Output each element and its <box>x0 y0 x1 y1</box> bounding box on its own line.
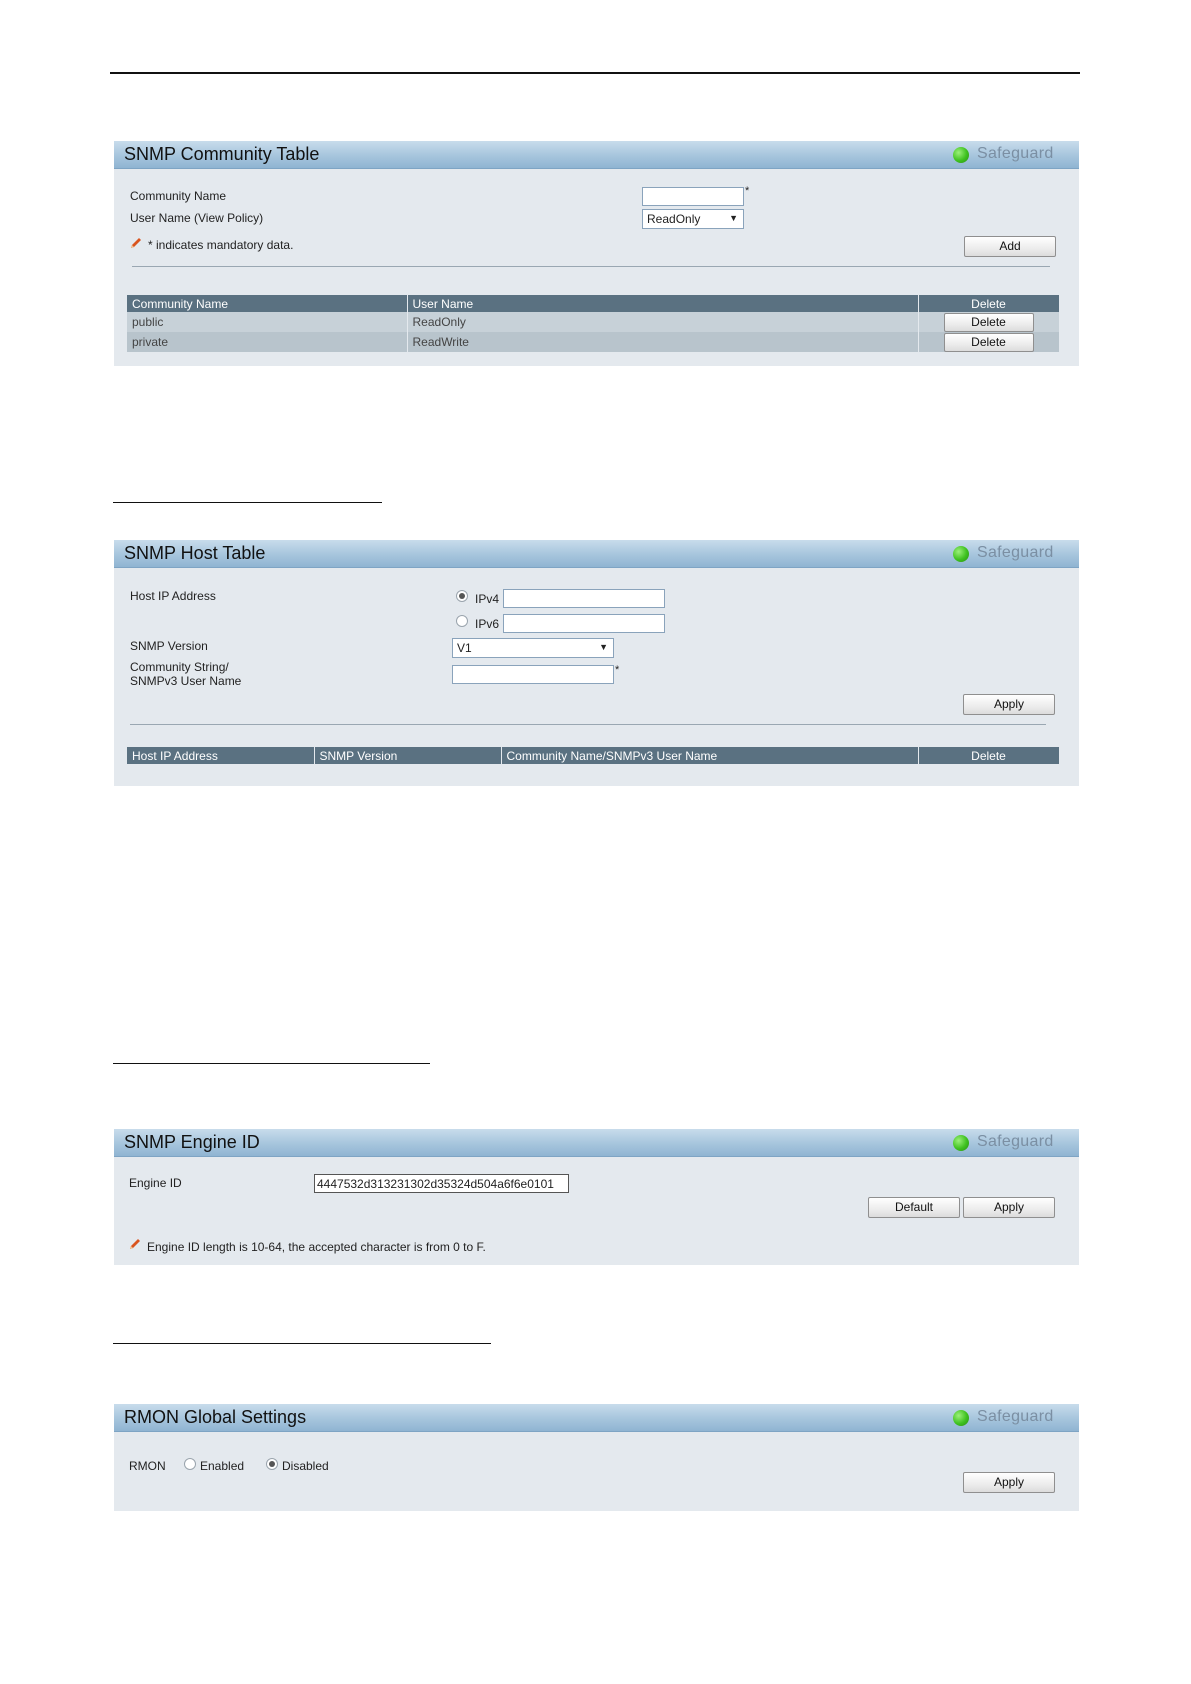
panel-title: SNMP Community Table <box>124 144 320 164</box>
pencil-icon <box>129 236 143 250</box>
apply-button[interactable]: Apply <box>963 694 1055 715</box>
section-rule <box>113 1063 430 1064</box>
panel-title: RMON Global Settings <box>124 1407 307 1427</box>
table-header-row <box>127 747 1059 764</box>
delete-row-button[interactable]: Delete <box>944 333 1034 352</box>
safeguard-status-icon <box>953 147 969 163</box>
community-string-label: Community String/ <box>130 660 229 674</box>
col-header-host-ip: Host IP Address <box>127 747 314 764</box>
panel-header <box>114 1404 1079 1432</box>
ipv6-radio[interactable] <box>456 615 468 627</box>
rmon-disabled-label: Disabled <box>282 1459 329 1473</box>
apply-button[interactable]: Apply <box>963 1197 1055 1218</box>
divider <box>132 266 1050 267</box>
safeguard-indicator <box>953 146 1067 164</box>
table-row <box>127 312 1059 332</box>
host-table <box>127 747 1060 764</box>
panel-header <box>114 141 1079 169</box>
engine-id-input[interactable] <box>314 1174 569 1193</box>
snmp-community-panel <box>114 141 1079 366</box>
safeguard-label: Safeguard <box>977 145 1054 162</box>
cell-delete <box>918 312 1059 332</box>
snmp-version-label: SNMP Version <box>130 639 208 653</box>
snmp-version-select[interactable] <box>452 638 614 658</box>
snmp-version-selected-value: V1 <box>457 641 472 655</box>
ipv6-address-input[interactable] <box>503 614 665 633</box>
safeguard-status-icon <box>953 1410 969 1426</box>
section-rule <box>113 502 382 503</box>
ipv4-label: IPv4 <box>475 592 500 606</box>
cell-community: private <box>127 332 407 352</box>
default-button[interactable]: Default <box>868 1197 960 1218</box>
ipv6-label: IPv6 <box>475 617 500 631</box>
community-string-input[interactable] <box>452 665 614 684</box>
safeguard-status-icon <box>953 546 969 562</box>
user-name-select[interactable] <box>642 209 744 229</box>
community-table <box>127 295 1060 352</box>
cell-user: ReadOnly <box>407 312 918 332</box>
engine-id-label: Engine ID <box>129 1176 182 1190</box>
add-button[interactable]: Add <box>964 236 1056 257</box>
mandatory-star: * <box>615 664 620 676</box>
cell-delete <box>918 332 1059 352</box>
apply-button[interactable]: Apply <box>963 1472 1055 1493</box>
cell-community: public <box>127 312 407 332</box>
snmp-host-panel <box>114 540 1079 786</box>
col-header-community-name: Community Name <box>127 295 407 312</box>
chevron-down-icon: ▼ <box>599 642 608 652</box>
snmp-engine-id-panel <box>114 1129 1079 1265</box>
user-name-selected-value: ReadOnly <box>647 212 701 226</box>
rmon-enabled-radio[interactable] <box>184 1458 196 1470</box>
safeguard-label: Safeguard <box>977 544 1054 561</box>
community-name-label: Community Name <box>130 189 227 203</box>
cell-user: ReadWrite <box>407 332 918 352</box>
user-name-label: User Name (View Policy) <box>130 211 264 225</box>
safeguard-indicator <box>953 1409 1067 1427</box>
section-rule <box>113 1343 491 1344</box>
rmon-label: RMON <box>129 1459 166 1473</box>
delete-row-button[interactable]: Delete <box>944 313 1034 332</box>
col-header-user-name: User Name <box>407 295 918 312</box>
divider <box>130 724 1046 725</box>
panel-header <box>114 1129 1079 1157</box>
ipv4-radio[interactable] <box>456 590 468 602</box>
safeguard-indicator <box>953 545 1067 563</box>
table-row <box>127 332 1059 352</box>
rmon-global-settings-panel <box>114 1404 1079 1511</box>
safeguard-label: Safeguard <box>977 1133 1054 1150</box>
panel-title: SNMP Host Table <box>124 543 266 563</box>
community-name-input[interactable] <box>642 187 744 206</box>
mandatory-star: * <box>745 185 750 197</box>
mandatory-note: * indicates mandatory data. <box>148 238 294 252</box>
chevron-down-icon: ▼ <box>729 213 738 223</box>
col-header-snmp-version: SNMP Version <box>314 747 501 764</box>
rmon-disabled-radio[interactable] <box>266 1458 278 1470</box>
col-header-community-name: Community Name/SNMPv3 User Name <box>501 747 918 764</box>
pencil-icon <box>128 1237 142 1251</box>
snmpv3-user-name-label: SNMPv3 User Name <box>130 674 242 688</box>
col-header-delete: Delete <box>918 295 1059 312</box>
panel-header <box>114 540 1079 568</box>
page-top-rule <box>110 72 1080 74</box>
ipv4-address-input[interactable] <box>503 589 665 608</box>
engine-id-note: Engine ID length is 10-64, the accepted character is from 0 to F. <box>147 1240 486 1254</box>
table-header-row <box>127 295 1059 312</box>
panel-title: SNMP Engine ID <box>124 1132 260 1152</box>
col-header-delete: Delete <box>918 747 1059 764</box>
safeguard-indicator <box>953 1134 1067 1152</box>
rmon-enabled-label: Enabled <box>200 1459 245 1473</box>
safeguard-status-icon <box>953 1135 969 1151</box>
safeguard-label: Safeguard <box>977 1408 1054 1425</box>
host-ip-label: Host IP Address <box>130 589 216 603</box>
